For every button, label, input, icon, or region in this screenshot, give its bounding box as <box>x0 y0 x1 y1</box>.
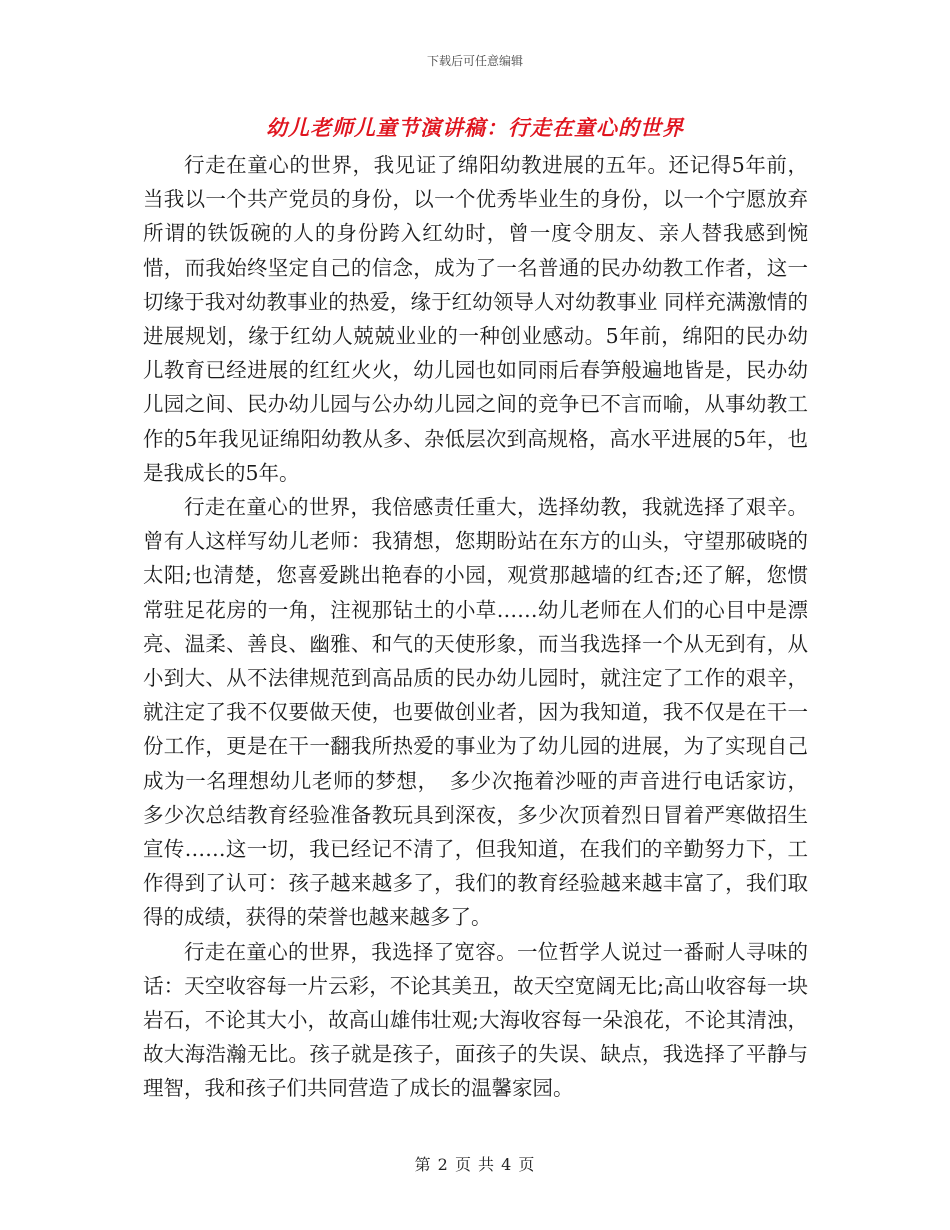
page-title: 幼儿老师儿童节演讲稿：行走在童心的世界 <box>266 116 684 140</box>
page-number: 第 2 页 共 4 页 <box>414 1155 536 1174</box>
paragraph-1: 行走在童心的世界，我见证了绵阳幼教进展的五年。还记得5年前，当我以一个共产党员的身份，以一个优秀毕业生的身份，以一个宁愿放弃所谓的铁饭碗的人的身份跨入红幼时，曾一度令朋友、亲人替我感到惋惜，而我始终坚定自己的信念，成为了一名普通的民办幼教工作者，这一切缘于我对幼教事业的热爱，缘于红幼领导人对幼教事业 同样充满激情的进展规划，缘于红幼人兢兢业业的一种创业感动。5年前，绵阳的民办幼儿教育已经进展的红红火火，幼儿园也如同雨后春笋般遍地皆是，民办幼儿园之间、民办幼儿园与公办幼儿园之间的竞争已不言而喻，从事幼教工作的5年我见证绵阳幼教从多、杂低层次到高规格，高水平进展的5年，也是我成长的5年。 <box>143 153 808 485</box>
document-body <box>143 148 808 1106</box>
paragraph-3: 行走在童心的世界，我选择了宽容。一位哲学人说过一番耐人寻味的话：天空收容每一片云彩，不论其美丑，故天空宽阔无比;高山收容每一块岩石，不论其大小，故高山雄伟壮观;大海收容每一朵浪花，不论其清浊，故大海浩瀚无比。孩子就是孩子，面孩子的失误、缺点，我选择了平静与理智，我和孩子们共同营造了成长的温馨家园。 <box>143 939 808 1101</box>
header-note: 下载后可任意编辑 <box>426 54 523 68</box>
paragraph-2: 行走在童心的世界，我倍感责任重大，选择幼教，我就选择了艰辛。曾有人这样写幼儿老师：我猜想，您期盼站在东方的山头，守望那破晓的太阳;也清楚，您喜爱跳出艳春的小园，观赏那越墙的红杏;还了解，您惯常驻足花房的一角，注视那钻土的小草……幼儿老师在人们的心目中是漂亮、温柔、善良、幽雅、和气的天使形象，而当我选择一个从无到有，从小到大、从不法律规范到高品质的民办幼儿园时，就注定了工作的艰辛，就注定了我不仅要做天使，也要做创业者，因为我知道，我不仅是在干一份工作，更是在干一翻我所热爱的事业为了幼儿园的进展，为了实现自己成为一名理想幼儿老师的梦想， 多少次拖着沙哑的声音进行电话家访，多少次总结教育经验准备教玩具到深夜，多少次顶着烈日冒着严寒做招生宣传……这一切，我已经记不清了，但我知道，在我们的辛勤努力下，工作得到了认可：孩子越来越多了，我们的教育经验越来越丰富了，我们取得的成绩，获得的荣誉也越来越多了。 <box>143 495 808 930</box>
